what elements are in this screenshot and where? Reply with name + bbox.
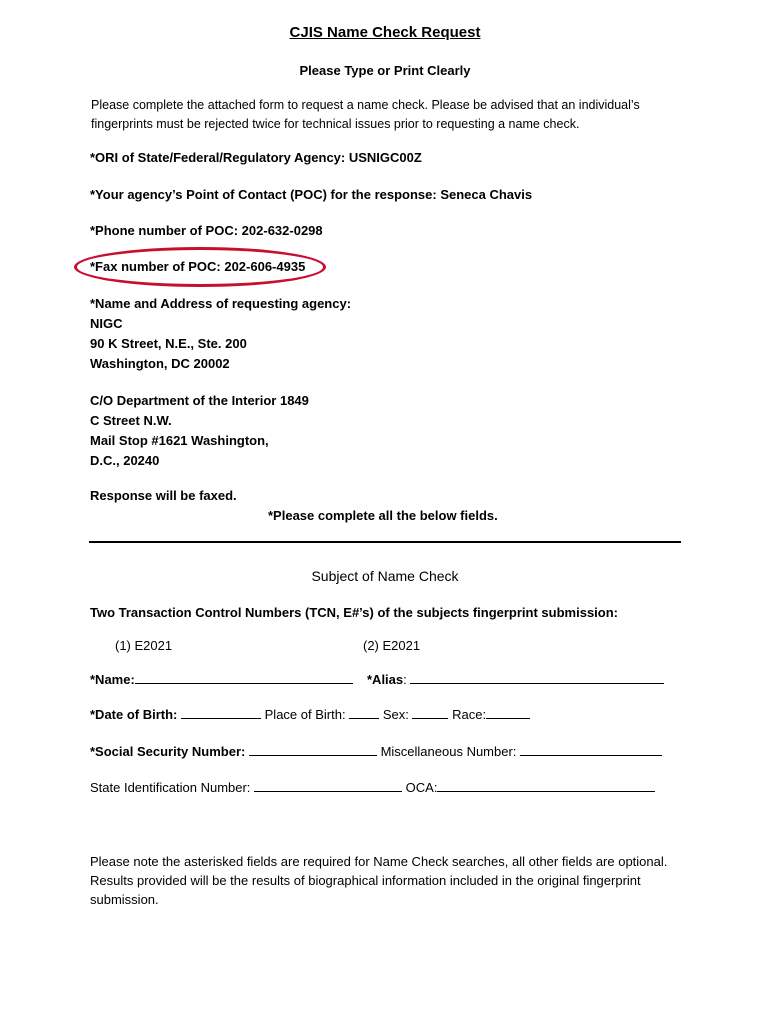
- race-label: Race:: [452, 707, 487, 722]
- address-line: 90 K Street, N.E., Ste. 200: [90, 336, 247, 351]
- tcn-label: Two Transaction Control Numbers (TCN, E#’s) of the subjects fingerprint submission:: [90, 605, 618, 620]
- misc-blank[interactable]: [520, 743, 662, 756]
- sex-label: Sex:: [382, 707, 409, 722]
- co-line: Mail Stop #1621 Washington,: [90, 433, 269, 448]
- oca-blank[interactable]: [437, 779, 655, 792]
- ssn-blank[interactable]: [249, 743, 377, 756]
- co-line: C/O Department of the Interior 1849: [90, 393, 309, 408]
- name-blank[interactable]: [135, 671, 353, 684]
- section-divider: [89, 541, 681, 543]
- page-subtitle: Please Type or Print Clearly: [299, 63, 471, 78]
- co-line: C Street N.W.: [90, 413, 172, 428]
- alias-colon: :: [403, 672, 407, 687]
- ori-field: *ORI of State/Federal/Regulatory Agency: USNIGC00Z: [90, 150, 422, 165]
- dob-blank[interactable]: [181, 706, 261, 719]
- co-line: D.C., 20240: [90, 453, 160, 468]
- tcn-2-field[interactable]: (2) E2021: [363, 638, 421, 653]
- tcn-1-field[interactable]: (1) E2021: [115, 638, 173, 653]
- address-line: NIGC: [90, 316, 123, 331]
- sex-blank[interactable]: [412, 706, 448, 719]
- name-label: *Name:: [90, 672, 135, 687]
- alias-blank[interactable]: [410, 671, 664, 684]
- sid-blank[interactable]: [254, 779, 402, 792]
- complete-all-note: *Please complete all the below fields.: [268, 508, 498, 523]
- alias-label: *Alias: [367, 672, 404, 687]
- fax-field: *Fax number of POC: 202-606-4935: [90, 259, 306, 274]
- ssn-label: *Social Security Number:: [90, 744, 246, 759]
- oca-label: OCA:: [405, 780, 438, 795]
- section-title: Subject of Name Check: [311, 568, 459, 584]
- race-blank[interactable]: [486, 706, 530, 719]
- pob-blank[interactable]: [349, 706, 379, 719]
- address-label: *Name and Address of requesting agency:: [90, 296, 352, 311]
- response-note: Response will be faxed.: [90, 488, 237, 503]
- page-title: CJIS Name Check Request: [289, 24, 481, 41]
- address-line: Washington, DC 20002: [90, 356, 230, 371]
- phone-field: *Phone number of POC: 202-632-0298: [90, 223, 323, 238]
- intro-paragraph: Please complete the attached form to request a name check. Please be advised that an individual’s fingerprints must be rejected twice for technical issues prior to requesting a name check.: [91, 98, 640, 131]
- footer-note: Please note the asterisked fields are required for Name Check searches, all other fields are optional. Results provided will be the results of biographical information included in the original fingerprint submission.: [90, 854, 668, 907]
- poc-field: *Your agency’s Point of Contact (POC) for the response: Seneca Chavis: [90, 187, 533, 202]
- dob-label: *Date of Birth:: [90, 707, 178, 722]
- pob-label: Place of Birth:: [264, 707, 346, 722]
- sid-label: State Identification Number:: [90, 780, 251, 795]
- misc-label: Miscellaneous Number:: [380, 744, 517, 759]
